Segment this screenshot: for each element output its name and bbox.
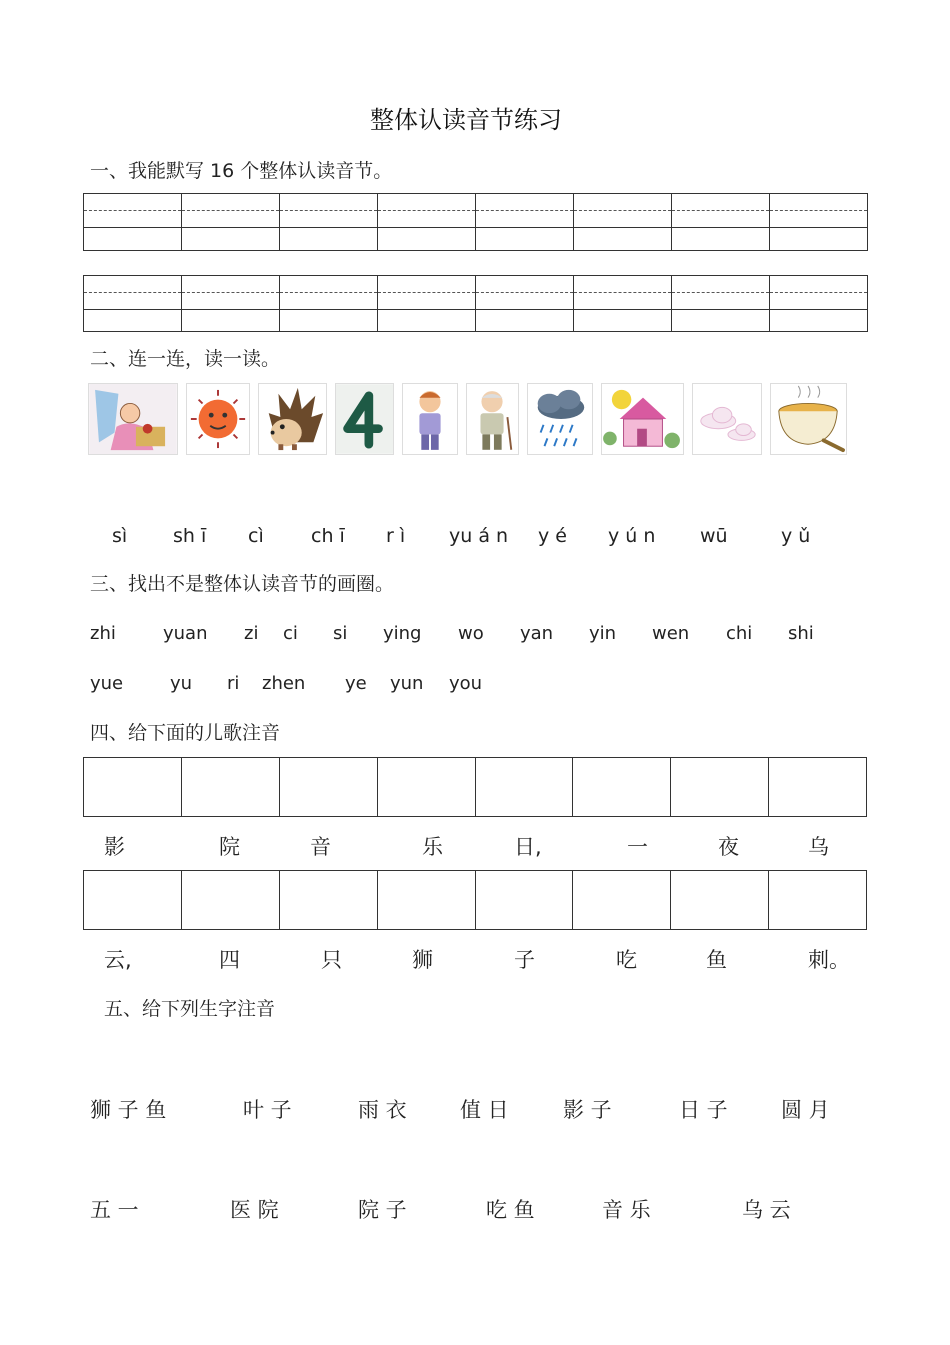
- character-group: 日 子: [679, 1098, 728, 1122]
- pinyin-box-row-1: [83, 757, 867, 817]
- syllable-item[interactable]: wo: [458, 623, 484, 644]
- section-1-heading: 一、我能默写 16 个整体认读音节。: [90, 160, 393, 182]
- pinyin-box[interactable]: [573, 871, 671, 929]
- section-3-heading: 三、找出不是整体认读音节的画圈。: [90, 573, 395, 595]
- pinyin-label: ch ī: [311, 525, 345, 547]
- page-title: 整体认读音节练习: [370, 106, 562, 134]
- pinyin-label: cì: [248, 525, 264, 547]
- syllable-item[interactable]: shi: [788, 623, 814, 644]
- writing-cell[interactable]: [84, 276, 182, 331]
- picture-grandpa-icon[interactable]: [466, 383, 519, 455]
- pinyin-label: r ì: [386, 525, 406, 547]
- writing-cell[interactable]: [378, 276, 476, 331]
- syllable-item[interactable]: ri: [227, 673, 240, 694]
- song-character: 影: [104, 835, 125, 859]
- section-4-heading: 四、给下面的儿歌注音: [90, 722, 281, 744]
- section-5-heading: 五、给下列生字注音: [104, 998, 276, 1020]
- writing-cell[interactable]: [476, 194, 574, 250]
- pinyin-box[interactable]: [378, 758, 476, 816]
- song-character: 乐: [422, 835, 443, 859]
- writing-cell[interactable]: [280, 194, 378, 250]
- syllable-item[interactable]: you: [449, 673, 483, 694]
- character-group: 狮 子 鱼: [90, 1098, 167, 1122]
- pinyin-label: wū: [700, 525, 728, 547]
- syllable-item[interactable]: chi: [726, 623, 753, 644]
- pinyin-box[interactable]: [280, 758, 378, 816]
- song-character: 夜: [718, 835, 739, 859]
- writing-cell[interactable]: [182, 276, 280, 331]
- writing-cell[interactable]: [182, 194, 280, 250]
- writing-cell[interactable]: [672, 194, 770, 250]
- character-group: 乌 云: [742, 1198, 791, 1222]
- writing-cell[interactable]: [476, 276, 574, 331]
- picture-boy-icon[interactable]: [402, 383, 458, 455]
- writing-cell[interactable]: [574, 194, 672, 250]
- pinyin-box[interactable]: [671, 871, 769, 929]
- picture-rain-cloud-icon[interactable]: [527, 383, 593, 455]
- picture-sun-icon[interactable]: [186, 383, 250, 455]
- pinyin-box[interactable]: [182, 758, 280, 816]
- syllable-item[interactable]: si: [333, 623, 348, 644]
- writing-cell[interactable]: [672, 276, 770, 331]
- picture-number-four-icon[interactable]: [335, 383, 394, 455]
- picture-grandma-icon[interactable]: [88, 383, 178, 455]
- song-character: 吃: [616, 948, 637, 972]
- character-group: 五 一: [90, 1198, 139, 1222]
- syllable-item[interactable]: zi: [244, 623, 259, 644]
- song-character: 一: [627, 835, 648, 859]
- pinyin-label: y ǔ: [781, 525, 811, 547]
- pinyin-box[interactable]: [280, 871, 378, 929]
- song-character: 刺。: [808, 948, 850, 972]
- writing-cell[interactable]: [770, 194, 868, 250]
- character-group: 值 日: [460, 1098, 509, 1122]
- writing-grid-2: [83, 275, 868, 332]
- pinyin-label: sì: [112, 525, 128, 547]
- song-character: 乌: [808, 835, 829, 859]
- song-character: 子: [514, 948, 535, 972]
- picture-hedgehog-icon[interactable]: [258, 383, 327, 455]
- character-group: 影 子: [563, 1098, 612, 1122]
- writing-cell[interactable]: [84, 194, 182, 250]
- syllable-item[interactable]: yan: [520, 623, 554, 644]
- syllable-item[interactable]: zhen: [262, 673, 306, 694]
- song-character: 鱼: [706, 948, 727, 972]
- pinyin-box[interactable]: [476, 758, 574, 816]
- picture-clouds-icon[interactable]: [692, 383, 762, 455]
- pinyin-label: yu á n: [449, 525, 509, 547]
- picture-bowl-icon[interactable]: [770, 383, 847, 455]
- pinyin-box[interactable]: [671, 758, 769, 816]
- character-group: 圆 月: [781, 1098, 830, 1122]
- section-2-heading: 二、连一连，读一读。: [90, 348, 281, 370]
- character-group: 医 院: [230, 1198, 279, 1222]
- character-group: 音 乐: [602, 1198, 651, 1222]
- song-character: 四: [219, 948, 240, 972]
- syllable-item[interactable]: ye: [345, 673, 367, 694]
- pinyin-box[interactable]: [182, 871, 280, 929]
- character-group: 叶 子: [243, 1098, 292, 1122]
- character-group: 雨 衣: [358, 1098, 407, 1122]
- song-character: 院: [219, 835, 240, 859]
- pinyin-box[interactable]: [476, 871, 574, 929]
- syllable-item[interactable]: yuan: [163, 623, 208, 644]
- syllable-item[interactable]: yu: [170, 673, 193, 694]
- pinyin-box[interactable]: [84, 758, 182, 816]
- writing-cell[interactable]: [378, 194, 476, 250]
- syllable-item[interactable]: yue: [90, 673, 124, 694]
- pinyin-box[interactable]: [378, 871, 476, 929]
- picture-house-icon[interactable]: [601, 383, 684, 455]
- song-character: 日,: [514, 835, 542, 859]
- pinyin-label: y ú n: [608, 525, 656, 547]
- song-character: 狮: [412, 948, 433, 972]
- syllable-item[interactable]: zhi: [90, 623, 116, 644]
- pinyin-label: y é: [538, 525, 567, 547]
- writing-cell[interactable]: [770, 276, 868, 331]
- character-group: 吃 鱼: [486, 1198, 535, 1222]
- song-character: 只: [321, 948, 342, 972]
- writing-cell[interactable]: [574, 276, 672, 331]
- syllable-item[interactable]: ying: [383, 623, 422, 644]
- pinyin-box[interactable]: [84, 871, 182, 929]
- syllable-item[interactable]: ci: [283, 623, 298, 644]
- song-character: 云,: [104, 948, 132, 972]
- pinyin-label: sh ī: [173, 525, 207, 547]
- syllable-item[interactable]: wen: [652, 623, 690, 644]
- writing-grid-1: [83, 193, 868, 251]
- pinyin-box[interactable]: [573, 758, 671, 816]
- syllable-item[interactable]: yun: [390, 673, 424, 694]
- song-character: 音: [310, 835, 331, 859]
- pinyin-box[interactable]: [769, 758, 866, 816]
- syllable-item[interactable]: yin: [589, 623, 617, 644]
- writing-cell[interactable]: [280, 276, 378, 331]
- character-group: 院 子: [358, 1198, 407, 1222]
- pinyin-box-row-2: [83, 870, 867, 930]
- pinyin-box[interactable]: [769, 871, 866, 929]
